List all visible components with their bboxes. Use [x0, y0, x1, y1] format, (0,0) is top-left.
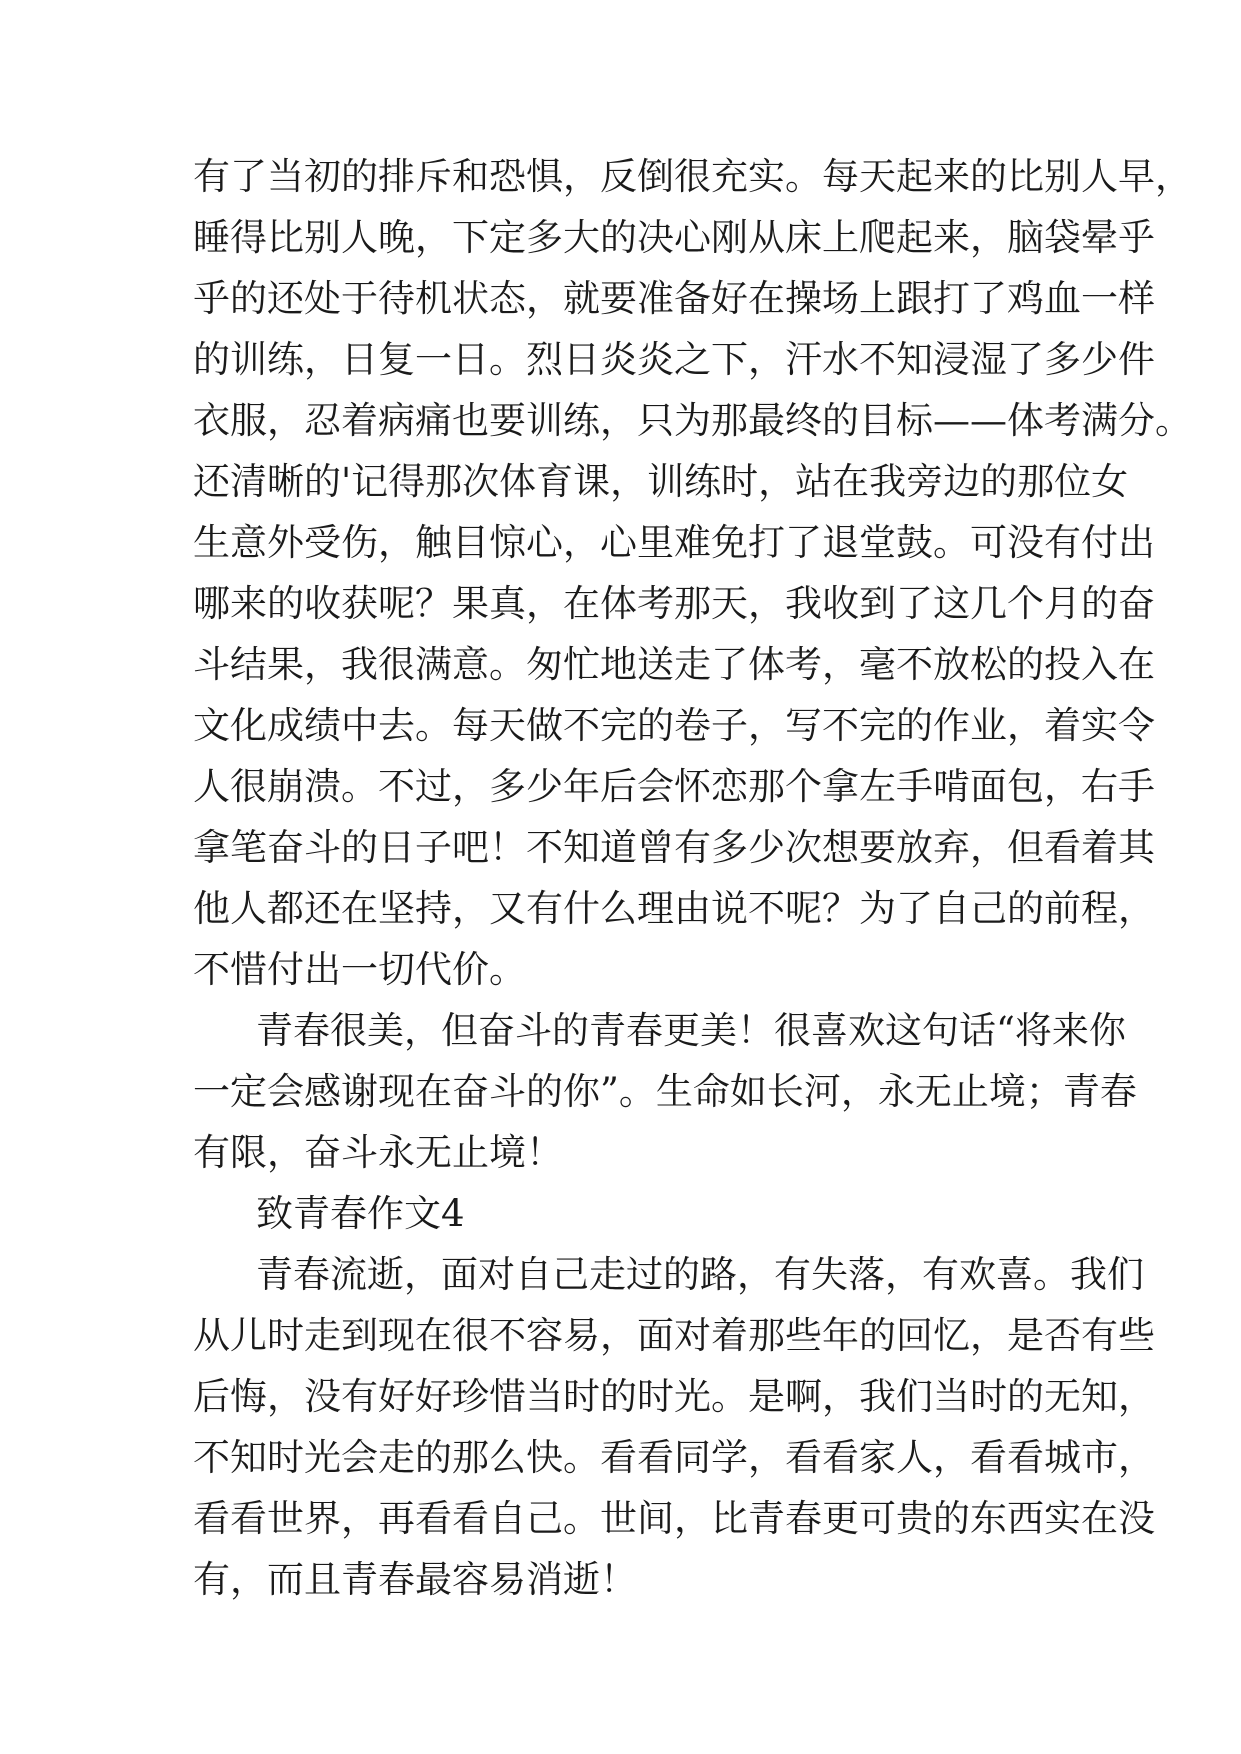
section-heading: 致青春作文4 [256, 1192, 465, 1235]
text-line: 后悔，没有好好珍惜当时的时光。是啊，我们当时的无知， [193, 1375, 1155, 1418]
text-line: 的训练，日复一日。烈日炎炎之下，汗水不知浸湿了多少件 [193, 338, 1155, 381]
text-line: 哪来的收获呢？果真，在体考那天，我收到了这几个月的奋 [193, 582, 1155, 625]
text-line: 一定会感谢现在奋斗的你”。生命如长河，永无止境；青春 [193, 1070, 1137, 1113]
body-text [193, 146, 1192, 1610]
text-line: 生意外受伤，触目惊心，心里难免打了退堂鼓。可没有付出 [193, 521, 1155, 564]
text-line: 文化成绩中去。每天做不完的卷子，写不完的作业，着实令 [193, 704, 1155, 747]
text-line: 不知时光会走的那么快。看看同学，看看家人，看看城市， [193, 1436, 1155, 1479]
text-line: 不惜付出一切代价。 [193, 948, 526, 991]
text-line: 有限，奋斗永无止境！ [193, 1131, 563, 1174]
text-line: 人很崩溃。不过，多少年后会怀恋那个拿左手啃面包，右手 [193, 765, 1155, 808]
text-line: 乎的还处于待机状态，就要准备好在操场上跟打了鸡血一样 [193, 277, 1155, 320]
text-line: 睡得比别人晚，下定多大的决心刚从床上爬起来，脑袋晕乎 [193, 216, 1155, 259]
text-line: 有，而且青春最容易消逝！ [193, 1558, 637, 1601]
text-line: 有了当初的排斥和恐惧，反倒很充实。每天起来的比别人早， [193, 155, 1192, 198]
text-line: 从儿时走到现在很不容易，面对着那些年的回忆，是否有些 [193, 1314, 1155, 1357]
text-line: 他人都还在坚持，又有什么理由说不呢？为了自己的前程， [193, 887, 1155, 930]
text-line: 看看世界，再看看自己。世间，比青春更可贵的东西实在没 [193, 1497, 1155, 1540]
text-line: 衣服，忍着病痛也要训练，只为那最终的目标——体考满分。 [193, 399, 1192, 442]
text-line: 斗结果，我很满意。匆忙地送走了体考，毫不放松的投入在 [193, 643, 1155, 686]
paragraph-start-line: 青春很美，但奋斗的青春更美！很喜欢这句话“将来你 [256, 1009, 1126, 1052]
text-line: 还清晰的'记得那次体育课，训练时，站在我旁边的那位女 [193, 460, 1129, 503]
paragraph-start-line: 青春流逝，面对自己走过的路，有失落，有欢喜。我们 [256, 1253, 1144, 1296]
text-line: 拿笔奋斗的日子吧！不知道曾有多少次想要放弃，但看着其 [193, 826, 1155, 869]
